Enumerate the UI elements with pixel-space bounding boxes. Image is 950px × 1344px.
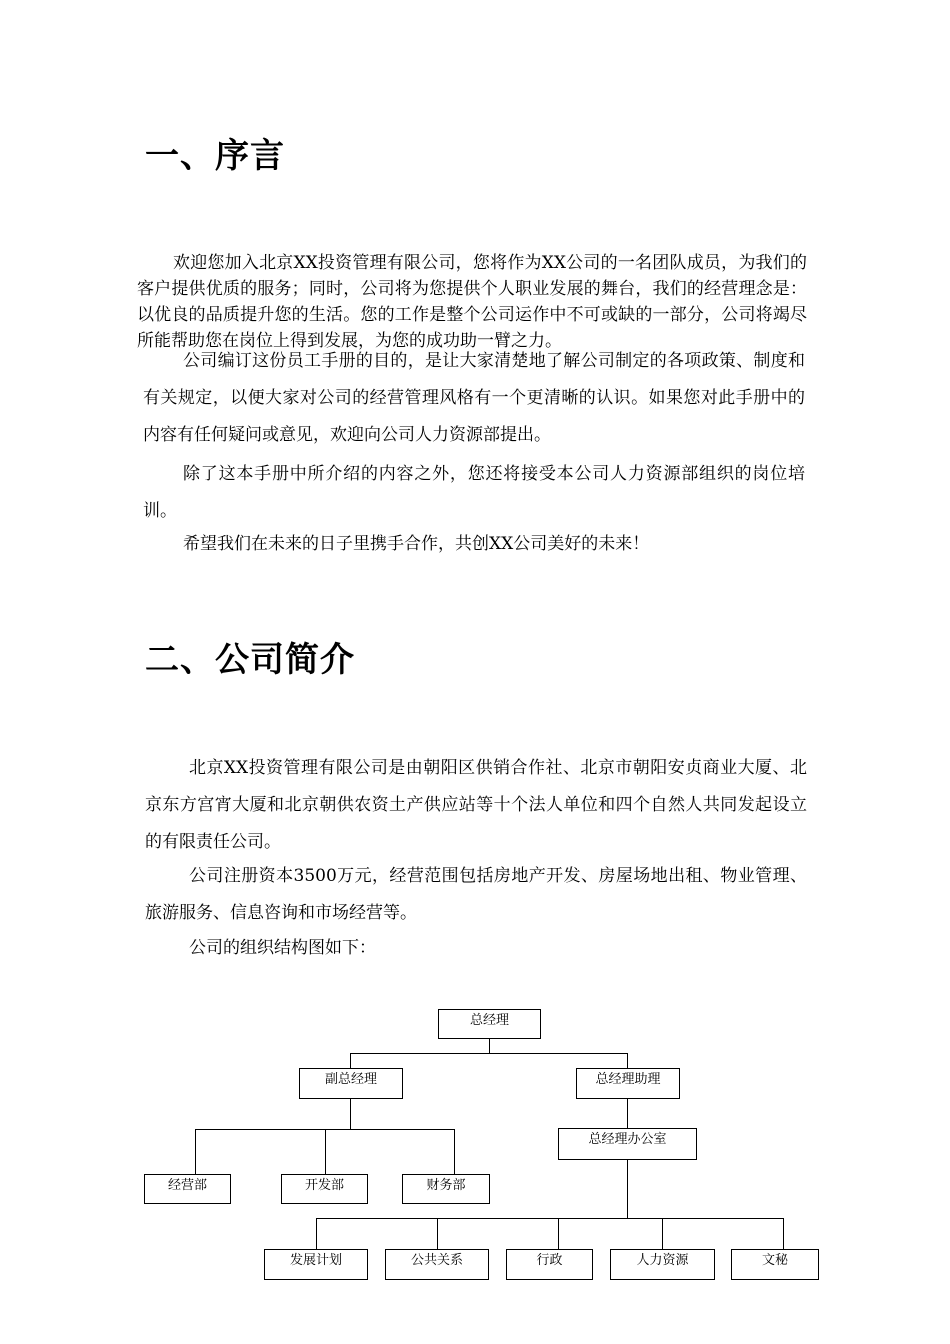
connector-line [316,1218,784,1219]
connector-line [627,1159,628,1219]
connector-line [454,1129,455,1174]
connector-line [627,1098,628,1128]
org-box-development-dept: 开发部 [281,1174,368,1204]
org-box-operations-dept: 经营部 [144,1174,231,1204]
connector-line [325,1129,326,1174]
connector-line [662,1218,663,1249]
org-box-gm-assistant: 总经理助理 [576,1068,680,1099]
connector-line [350,1053,628,1054]
preface-paragraph-training: 除了这本手册中所介绍的内容之外，您还将接受本公司人力资源部组织的岗位培训。 [143,464,805,521]
intro-paragraph-org-chart-caption: 公司的组织结构图如下： [189,938,376,958]
preface-paragraph-purpose: 公司编订这份员工手册的目的，是让大家清楚地了解公司制定的各项政策、制度和有关规定，以便大家对公司的经营管理风格有一个更清晰的认识。如果您对此手册中的内容有任何疑问或意见，欢迎向公司人力资源部提出。 [143,351,805,445]
org-box-finance-dept: 财务部 [402,1174,490,1204]
connector-line [437,1218,438,1249]
section-heading-company-intro: 二、公司简介 [145,640,355,680]
org-box-general-manager: 总经理 [438,1009,541,1039]
intro-paragraph-founding: 北京XX投资管理有限公司是由朝阳区供销合作社、北京市朝阳安贞商业大厦、北京东方宫宵大厦和北京朝供农资土产供应站等十个法人单位和四个自然人共同发起设立的有限责任公司。 [145,758,807,852]
org-box-human-resources: 人力资源 [610,1249,715,1280]
intro-paragraph-business-scope: 公司注册资本3500万元，经营范围包括房地产开发、房屋场地出租、物业管理、旅游服务、信息咨询和市场经营等。 [145,866,807,923]
org-box-public-relations: 公共关系 [385,1249,489,1280]
connector-line [489,1038,490,1054]
connector-line [783,1218,784,1249]
connector-line [627,1053,628,1068]
org-box-gm-office: 总经理办公室 [558,1128,697,1160]
connector-line [350,1053,351,1068]
connector-line [316,1218,317,1249]
org-box-deputy-general-manager: 副总经理 [299,1068,403,1099]
org-box-secretariat: 文秘 [731,1249,819,1280]
preface-paragraph-welcome: 欢迎您加入北京XX投资管理有限公司，您将作为XX公司的一名团队成员，为我们的客户提供优质的服务；同时，公司将为您提供个人职业发展的舞台，我们的经营理念是：以优良的品质提升您的生活。您的工作是整个公司运作中不可或缺的一部分，公司将竭尽所能帮助您在岗位上得到发展，为您的成功助一臂之力。 [137,253,807,351]
preface-paragraph-closing: 希望我们在未来的日子里携手合作，共创XX公司美好的未来！ [183,534,650,554]
connector-line [350,1098,351,1130]
connector-line [195,1129,455,1130]
section-heading-preface: 一、序言 [145,136,285,176]
connector-line [558,1218,559,1249]
connector-line [195,1129,196,1174]
org-box-development-planning: 发展计划 [264,1249,368,1280]
org-box-administration: 行政 [506,1249,593,1280]
